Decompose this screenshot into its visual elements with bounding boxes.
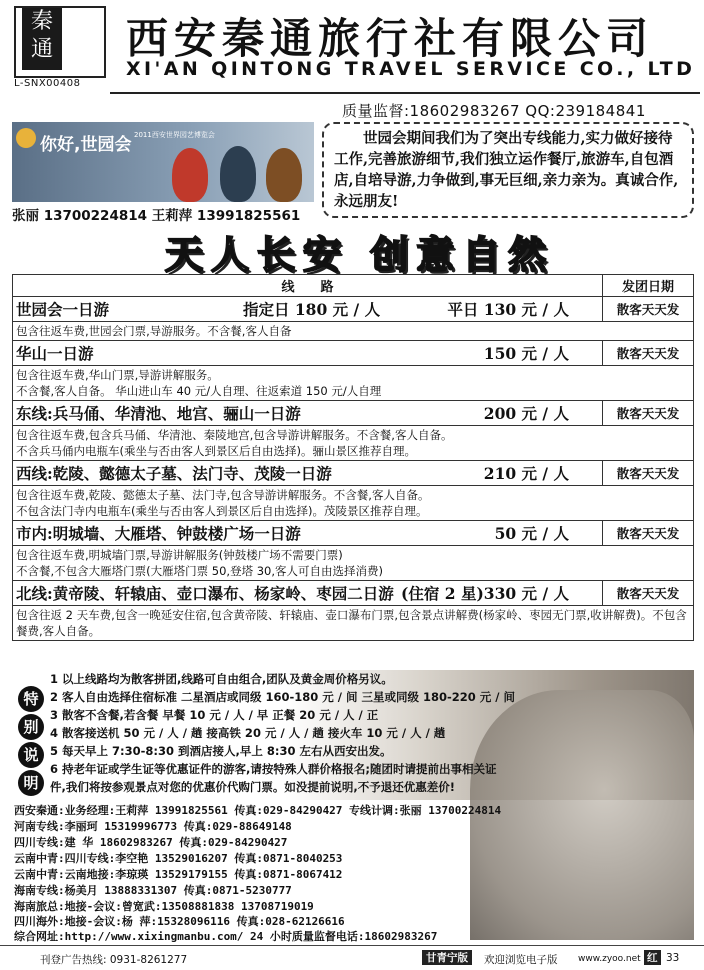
col-date-header: 发团日期 xyxy=(603,275,694,297)
route-table xyxy=(12,274,694,641)
route-price-special: 指定日 180 元 / 人 xyxy=(243,300,381,319)
agent-line: 四川专线:建 华 18602983267 传真:029-84290427 xyxy=(14,836,288,849)
route-desc-line: 包含往返车费,乾陵、懿德太子墓、法门寺,包含导游讲解服务。不含餐,客人自备。 xyxy=(16,488,430,502)
agent-line: 海南专线:杨美月 13888331307 传真:0871-5230777 xyxy=(14,884,292,897)
company-name-en: XI'AN QINTONG TRAVEL SERVICE CO., LTD xyxy=(126,58,696,80)
route-date: 散客天天发 xyxy=(603,297,694,322)
route-desc-line: 包含往返车费,华山门票,导游讲解服务。 xyxy=(16,368,219,382)
route-price: 200 元 / 人 xyxy=(483,404,569,423)
agent-line: 西安秦通:业务经理:王莉萍 13991825561 传真:029-84290427 专线计调:张丽 13700224814 xyxy=(14,804,502,817)
route-desc-line: 不含餐,不包含大雁塔门票(大雁塔门票 50,登塔 30,客人可自由选择消费) xyxy=(16,564,384,578)
route-date: 散客天天发 xyxy=(603,341,694,366)
performer-figure xyxy=(266,148,302,202)
page-number: 33 xyxy=(666,952,680,964)
note-item: 5 每天早上 7:30-8:30 到酒店接人,早上 8:30 左右从西安出发。 xyxy=(50,744,392,758)
company-logo: 秦通 xyxy=(22,8,62,70)
col-route-header: 线 路 xyxy=(13,275,603,297)
route-date: 散客天天发 xyxy=(603,461,694,486)
note-badge: 明 xyxy=(18,770,44,796)
route-desc xyxy=(13,546,694,581)
route-title: 东线:兵马俑、华清池、地宫、骊山一日游 xyxy=(16,404,301,423)
agent-line: 云南中青:云南地接:李琼瑛 13529179155 传真:0871-8067412 xyxy=(14,868,343,881)
route-desc-line: 包含往返车费,包含兵马俑、华清池、秦陵地宫,包含导游讲解服务。不含餐,客人自备。 xyxy=(16,428,453,442)
route-name xyxy=(13,401,603,426)
note-badge: 别 xyxy=(18,714,44,740)
banner-contacts: 张丽 13700224814 王莉萍 13991825561 xyxy=(12,208,301,224)
slogan: 天人长安 创意自然 xyxy=(165,232,555,277)
route-price: 50 元 / 人 xyxy=(494,524,569,543)
route-name xyxy=(13,461,603,486)
route-title: 市内:明城墙、大雁塔、钟鼓楼广场一日游 xyxy=(16,524,301,543)
edition-tag: 甘青宁版 xyxy=(422,950,472,965)
footer-divider xyxy=(0,945,704,946)
agent-line: 四川海外:地接-会议:杨 萍:15328096116 传真:028-62126616 xyxy=(14,915,345,928)
route-desc-line: 不包含法门寺内电瓶车(乘坐与否由客人到景区后自由选择)。茂陵景区推荐自理。 xyxy=(16,504,428,518)
footer-site[interactable]: www.zyoo.net xyxy=(578,954,641,964)
banner-title: 你好,世园会 xyxy=(40,135,132,155)
expo-logo-icon xyxy=(16,128,36,148)
route-price: 150 元 / 人 xyxy=(483,344,569,363)
route-desc-line: 不含餐,客人自备。 华山进山车 40 元/人自理、往返索道 150 元/人自理 xyxy=(16,384,382,398)
note-item: 件,我们将按参观景点对您的优惠价代购门票。如没提前说明,不予退还优惠差价! xyxy=(50,780,455,794)
route-desc-line: 包含往返 2 天车费,包含一晚延安住宿,包含黄帝陵、轩辕庙、壶口瀑布门票,包含景点讲解费(杨家岭、枣园无门票,收讲解费)。不包含餐费,客人自备。 xyxy=(16,608,687,638)
route-desc xyxy=(13,486,694,521)
page-mark: 红 xyxy=(644,950,661,965)
route-desc xyxy=(13,606,694,641)
route-name xyxy=(13,581,603,606)
agent-line: 海南旅总:地接-会议:曾宽武:13508881838 13708719019 xyxy=(14,900,314,913)
route-name xyxy=(13,297,603,322)
quality-hotline: 质量监督:18602983267 QQ:239184841 xyxy=(342,102,646,120)
banner-subtitle: 2011西安世界园艺博览会 xyxy=(134,131,215,139)
route-date: 散客天天发 xyxy=(603,401,694,426)
route-date: 散客天天发 xyxy=(603,581,694,606)
terracotta-warrior-image xyxy=(470,690,694,940)
promo-notice: 世园会期间我们为了突出专线能力,实力做好接待工作,完善旅游细节,我们独立运作餐厅,旅游车,自包酒店,自培导游,力争做到,事无巨细,亲力亲为。真诚合作,永远朋友! xyxy=(322,122,694,218)
agent-line: 河南专线:李丽珂 15319996773 传真:029-88649148 xyxy=(14,820,292,833)
company-name: 西安秦通旅行社有限公司 xyxy=(126,14,655,63)
performer-figure xyxy=(172,148,208,202)
license-code: L-SNX00408 xyxy=(14,78,81,89)
route-title: 西线:乾陵、懿德太子墓、法门寺、茂陵一日游 xyxy=(16,464,332,483)
route-price: 210 元 / 人 xyxy=(483,464,569,483)
route-date: 散客天天发 xyxy=(603,521,694,546)
ad-hotline: 刊登广告热线: 0931-8261277 xyxy=(40,954,188,966)
note-item: 2 客人自由选择住宿标准 二星酒店或同级 160-180 元 / 间 三星或同级 180-220 元 / 间 xyxy=(50,690,516,704)
note-item: 1 以上线路均为散客拼团,线路可自由组合,团队及黄金周价格另议。 xyxy=(50,672,393,686)
route-price: 平日 130 元 / 人 xyxy=(447,300,569,319)
route-desc-line: 不含兵马俑内电瓶车(乘坐与否由客人到景区后自由选择)。骊山景区推荐自理。 xyxy=(16,444,416,458)
footer-welcome: 欢迎浏览电子版 xyxy=(484,954,558,966)
route-title: 北线:黄帝陵、轩辕庙、壶口瀑布、杨家岭、枣园二日游 xyxy=(16,584,394,603)
note-item: 4 散客接送机 50 元 / 人 / 趟 接高铁 20 元 / 人 / 趟 接火车 10 元 / 人 / 趟 xyxy=(50,726,446,740)
route-desc-line: 包含往返车费,世园会门票,导游服务。不含餐,客人自备 xyxy=(16,324,292,338)
note-badge: 特 xyxy=(18,686,44,712)
route-desc xyxy=(13,322,694,341)
route-title: 华山一日游 xyxy=(16,344,94,363)
performer-figure xyxy=(220,146,256,202)
note-item: 3 散客不含餐,若含餐 早餐 10 元 / 人 / 早 正餐 20 元 / 人 / 正 xyxy=(50,708,379,722)
route-price: (住宿 2 星)330 元 / 人 xyxy=(401,584,569,603)
route-name xyxy=(13,521,603,546)
website-line: 综合网址:http://www.xixingmanbu.com/ 24 小时质量监督电话:18602983267 xyxy=(14,930,438,943)
header-divider xyxy=(110,92,700,94)
note-badge: 说 xyxy=(18,742,44,768)
route-title: 世园会一日游 xyxy=(16,300,110,319)
route-desc xyxy=(13,366,694,401)
agent-line: 云南中青:四川专线:李空艳 13529016207 传真:0871-8040253 xyxy=(14,852,343,865)
route-desc xyxy=(13,426,694,461)
route-desc-line: 包含往返车费,明城墙门票,导游讲解服务(钟鼓楼广场不需要门票) xyxy=(16,548,343,562)
route-name xyxy=(13,341,603,366)
note-item: 6 持老年证或学生证等优惠证件的游客,请按特殊人群价格报名;随团时请提前出事相关证 xyxy=(50,762,497,776)
